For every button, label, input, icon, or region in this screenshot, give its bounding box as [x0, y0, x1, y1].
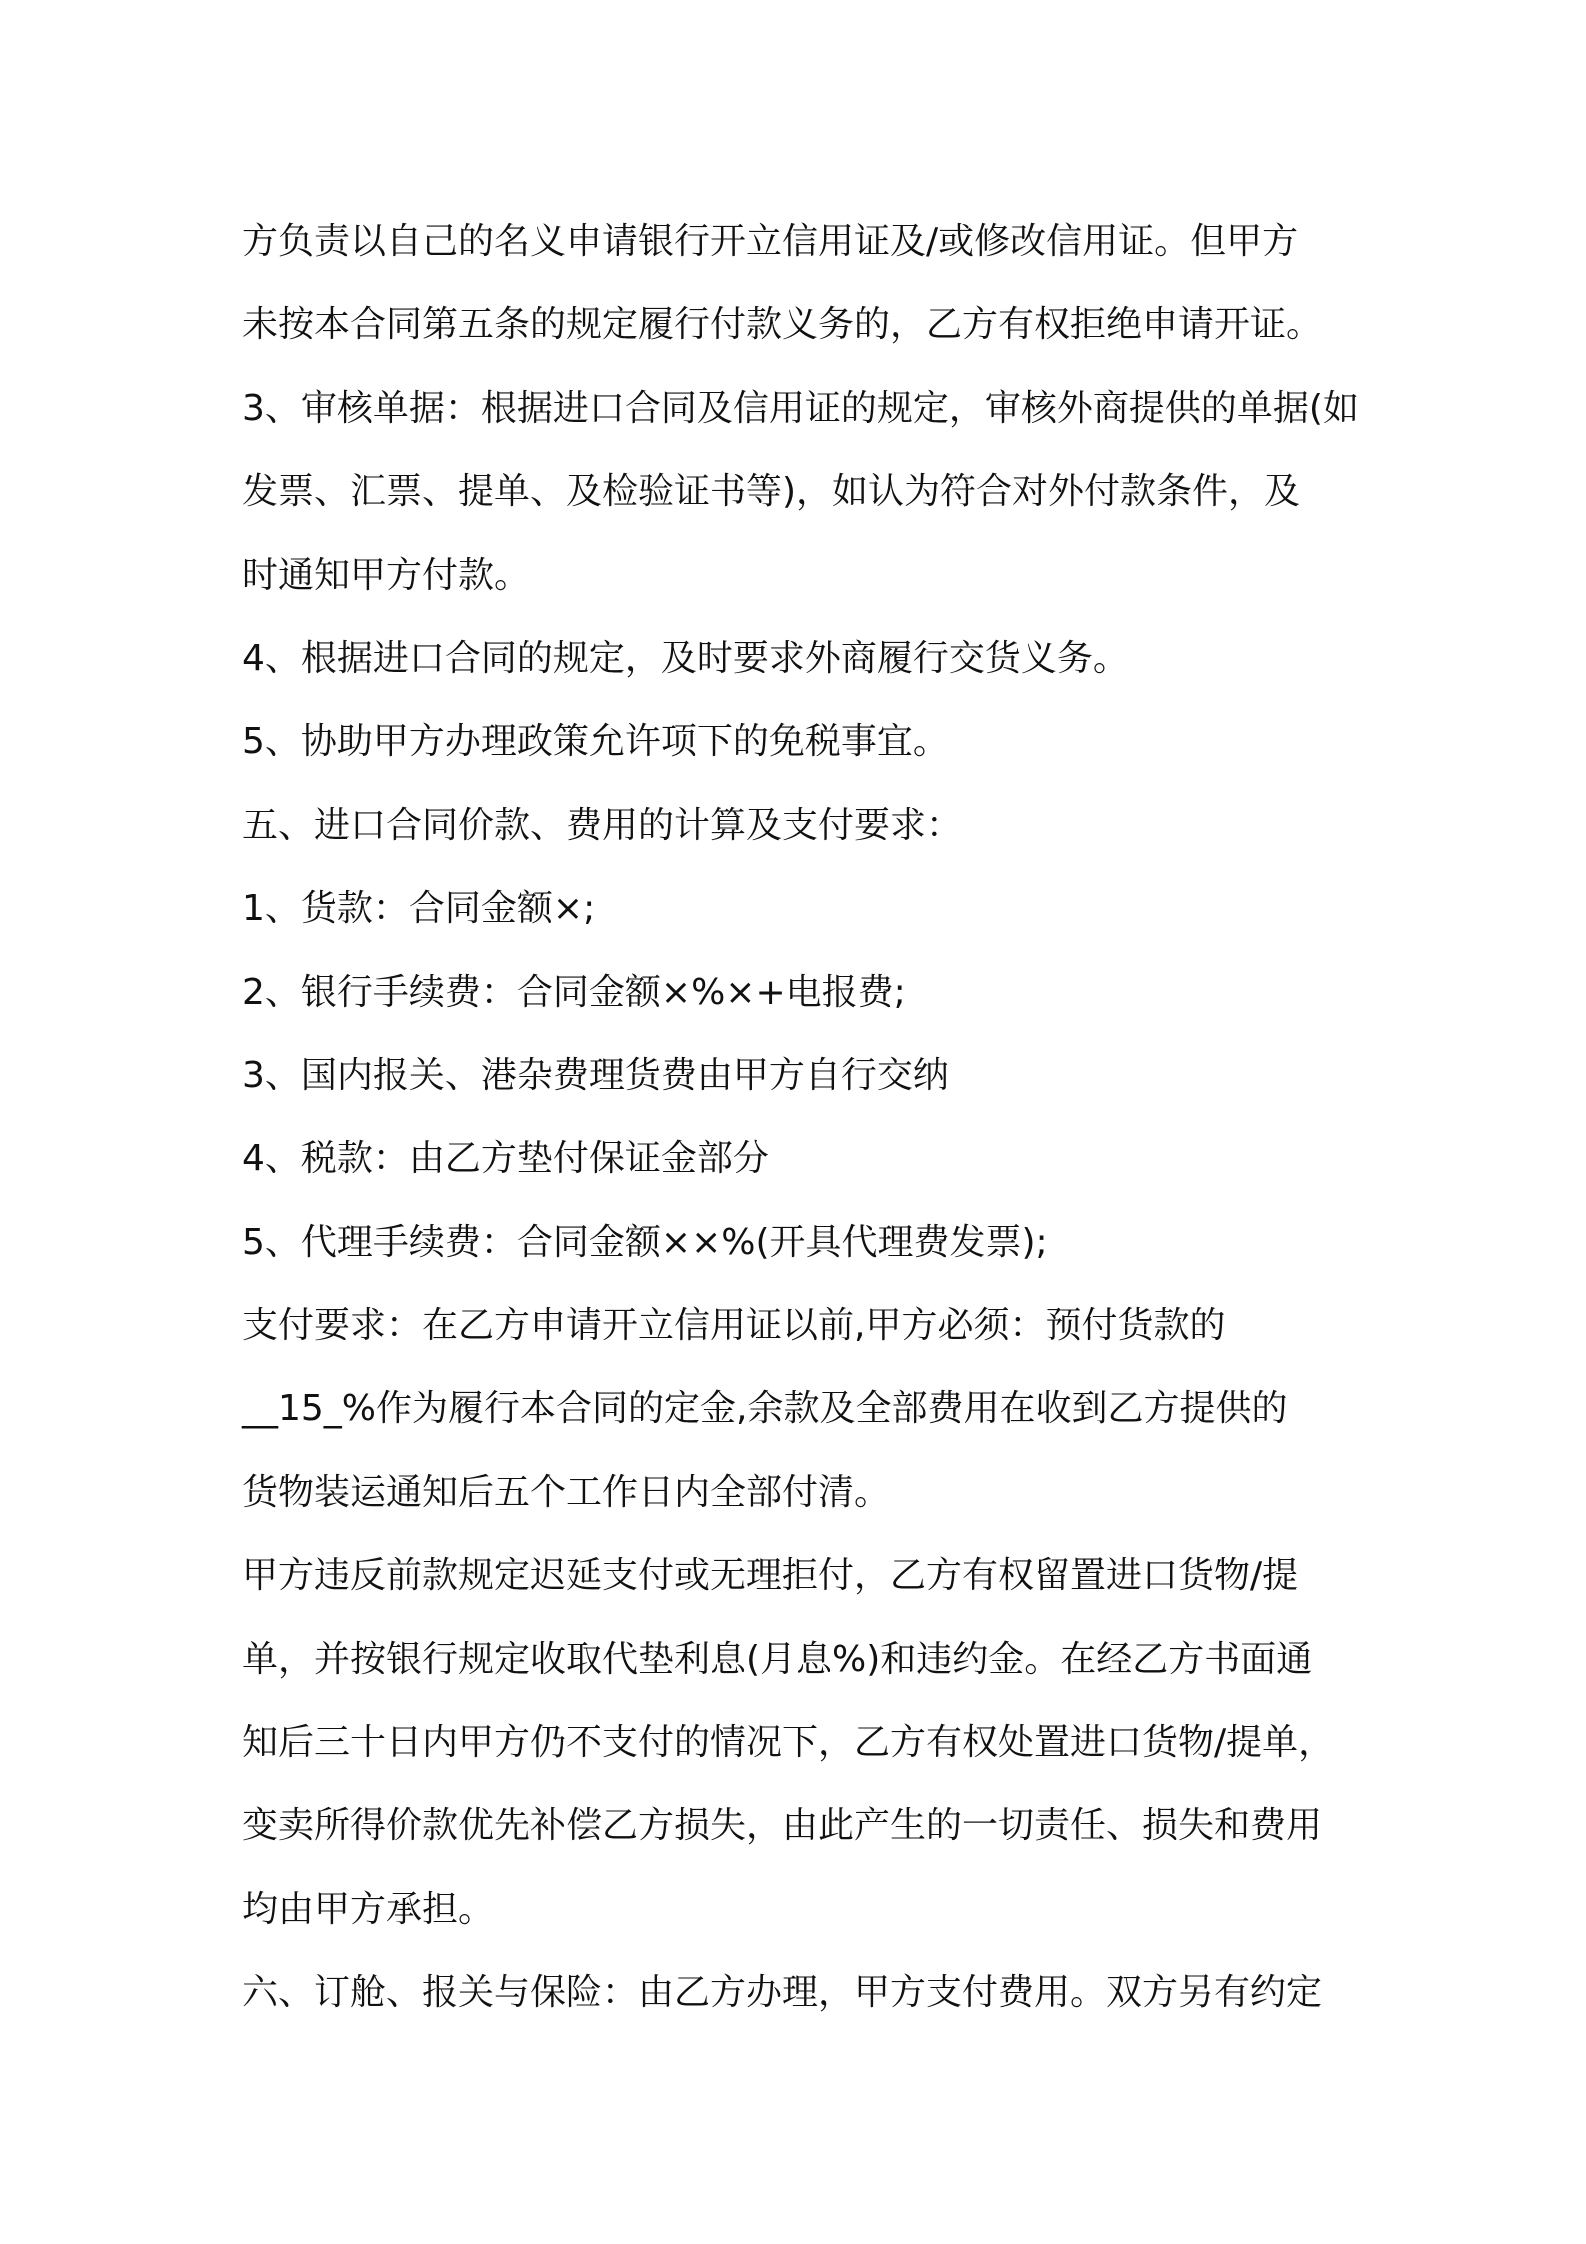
- text-line: 2、银行手续费：合同金额×%×+电报费;: [242, 971, 906, 1013]
- text-line: 5、代理手续费：合同金额××%(开具代理费发票);: [242, 1221, 1048, 1263]
- text-line: 知后三十日内甲方仍不支付的情况下，乙方有权处置进口货物/提单，: [242, 1722, 1335, 1764]
- text-line: 方负责以自己的名义申请银行开立信用证及/或修改信用证。但甲方: [242, 221, 1299, 262]
- text-line: 均由甲方承担。: [242, 1888, 495, 1930]
- text-line: __15_%作为履行本合同的定金,余款及全部费用在收到乙方提供的: [242, 1388, 1288, 1430]
- text-line: 发票、汇票、提单、及检验证书等)，如认为符合对外付款条件，及: [242, 471, 1301, 513]
- text-line: 4、根据进口合同的规定，及时要求外商履行交货义务。: [242, 637, 1129, 679]
- text-line: 支付要求：在乙方申请开立信用证以前,甲方必须：预付货款的: [242, 1305, 1226, 1347]
- text-line: 时通知甲方付款。: [242, 554, 531, 596]
- text-line: 1、货款：合同金额×;: [242, 888, 596, 930]
- text-line: 变卖所得价款优先补偿乙方损失，由此产生的一切责任、损失和费用: [242, 1805, 1323, 1847]
- text-line: 未按本合同第五条的规定履行付款义务的，乙方有权拒绝申请开证。: [242, 304, 1323, 346]
- text-line: 3、审核单据：根据进口合同及信用证的规定，审核外商提供的单据(如: [242, 387, 1359, 429]
- text-line: 4、税款：由乙方垫付保证金部分: [242, 1138, 769, 1180]
- section-heading: 五、进口合同价款、费用的计算及支付要求：: [242, 804, 963, 846]
- document-body: [242, 200, 1362, 2035]
- text-line: 单，并按银行规定收取代垫利息(月息%)和违约金。在经乙方书面通: [242, 1638, 1313, 1680]
- text-line: 5、协助甲方办理政策允许项下的免税事宜。: [242, 721, 949, 763]
- text-line: 3、国内报关、港杂费理货费由甲方自行交纳: [242, 1054, 949, 1096]
- text-line: 甲方违反前款规定迟延支付或无理拒付，乙方有权留置进口货物/提: [242, 1555, 1299, 1597]
- text-line: 货物装运通知后五个工作日内全部付清。: [242, 1471, 891, 1513]
- section-heading: 六、订舱、报关与保险：由乙方办理，甲方支付费用。双方另有约定: [242, 1972, 1323, 2014]
